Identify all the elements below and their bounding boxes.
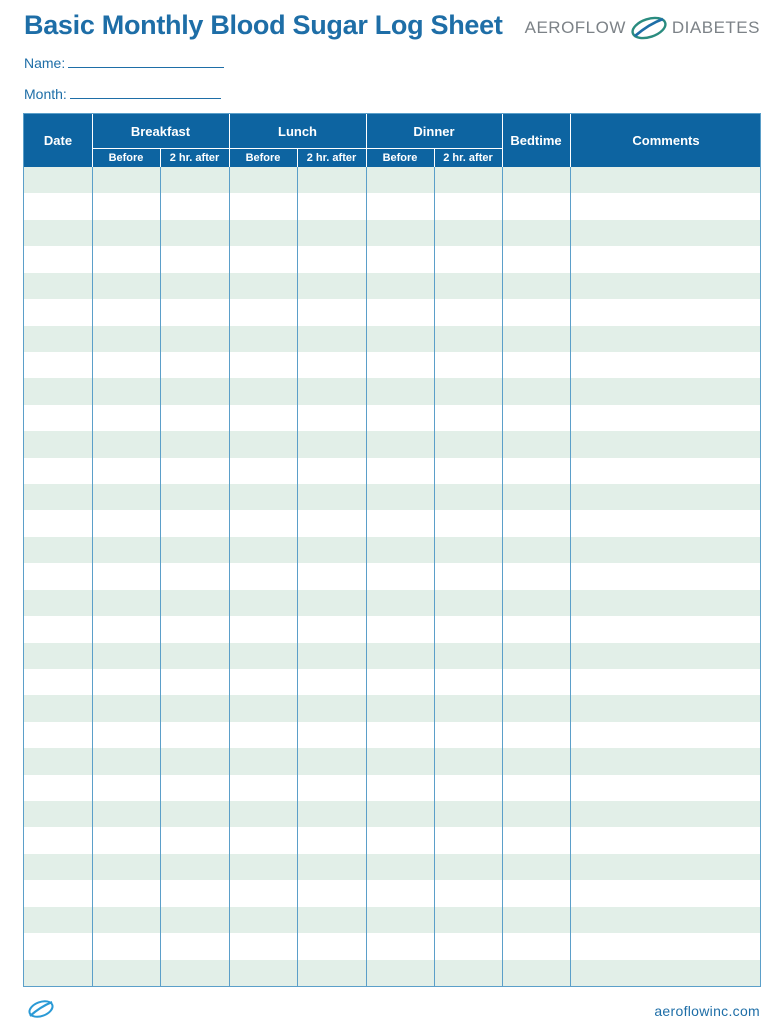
table-row[interactable] [24, 669, 760, 695]
column-line [570, 167, 571, 986]
header-divider [160, 148, 161, 167]
month-label: Month: [24, 86, 67, 102]
table-row[interactable] [24, 616, 760, 642]
table-row[interactable] [24, 299, 760, 325]
table-row[interactable] [24, 880, 760, 906]
column-line [434, 167, 435, 986]
column-line [160, 167, 161, 986]
table-row[interactable] [24, 933, 760, 959]
table-row[interactable] [24, 748, 760, 774]
lunch-before-header: Before [245, 151, 281, 164]
table-row[interactable] [24, 352, 760, 378]
blood-sugar-log-table [23, 113, 761, 987]
table-row[interactable] [24, 510, 760, 536]
column-line [297, 167, 298, 986]
header-divider [366, 114, 367, 167]
table-row[interactable] [24, 167, 760, 193]
header-divider [570, 114, 571, 167]
table-row[interactable] [24, 326, 760, 352]
table-row[interactable] [24, 854, 760, 880]
table-row[interactable] [24, 643, 760, 669]
table-row[interactable] [24, 907, 760, 933]
brand-name-right: DIABETES [671, 18, 760, 37]
table-row[interactable] [24, 246, 760, 272]
col-date-header: Date [43, 133, 73, 148]
month-field[interactable] [24, 86, 221, 102]
table-row[interactable] [24, 220, 760, 246]
name-line [68, 67, 224, 68]
col-dinner-header: Dinner [413, 123, 455, 139]
column-line [366, 167, 367, 986]
table-row[interactable] [24, 378, 760, 404]
table-row[interactable] [24, 827, 760, 853]
lunch-after-header: 2 hr. after [306, 151, 357, 164]
header-divider [297, 148, 298, 167]
table-row[interactable] [24, 722, 760, 748]
table-row[interactable] [24, 590, 760, 616]
column-line [502, 167, 503, 986]
header-divider [502, 114, 503, 167]
table-row[interactable] [24, 405, 760, 431]
table-row[interactable] [24, 775, 760, 801]
column-line [229, 167, 230, 986]
table-row[interactable] [24, 484, 760, 510]
brand-logo [525, 16, 760, 40]
aeroflow-swoosh-icon [629, 16, 669, 40]
col-breakfast-header: Breakfast [130, 123, 191, 139]
table-row[interactable] [24, 273, 760, 299]
aeroflow-swoosh-icon [26, 998, 56, 1020]
table-row[interactable] [24, 960, 760, 986]
table-row[interactable] [24, 193, 760, 219]
breakfast-after-header: 2 hr. after [169, 151, 220, 164]
dinner-after-header: 2 hr. after [443, 151, 493, 164]
table-header [24, 114, 760, 167]
breakfast-before-header: Before [108, 151, 144, 164]
header-divider [92, 114, 93, 167]
table-row[interactable] [24, 431, 760, 457]
name-label: Name: [24, 55, 66, 71]
table-row[interactable] [24, 537, 760, 563]
col-comments-header: Comments [632, 133, 700, 148]
table-row[interactable] [24, 458, 760, 484]
brand-name-left: AEROFLOW [524, 18, 626, 37]
name-field[interactable] [24, 55, 224, 71]
header-divider [434, 148, 435, 167]
table-row[interactable] [24, 563, 760, 589]
table-row[interactable] [24, 695, 760, 721]
col-bedtime-header: Bedtime [510, 133, 562, 148]
header-divider [229, 114, 230, 167]
month-line [70, 98, 221, 99]
column-line [92, 167, 93, 986]
col-lunch-header: Lunch [278, 123, 317, 139]
dinner-before-header: Before [382, 151, 418, 164]
footer-url[interactable]: aeroflowinc.com [654, 1003, 760, 1019]
page-title: Basic Monthly Blood Sugar Log Sheet [24, 10, 503, 40]
table-row[interactable] [24, 801, 760, 827]
